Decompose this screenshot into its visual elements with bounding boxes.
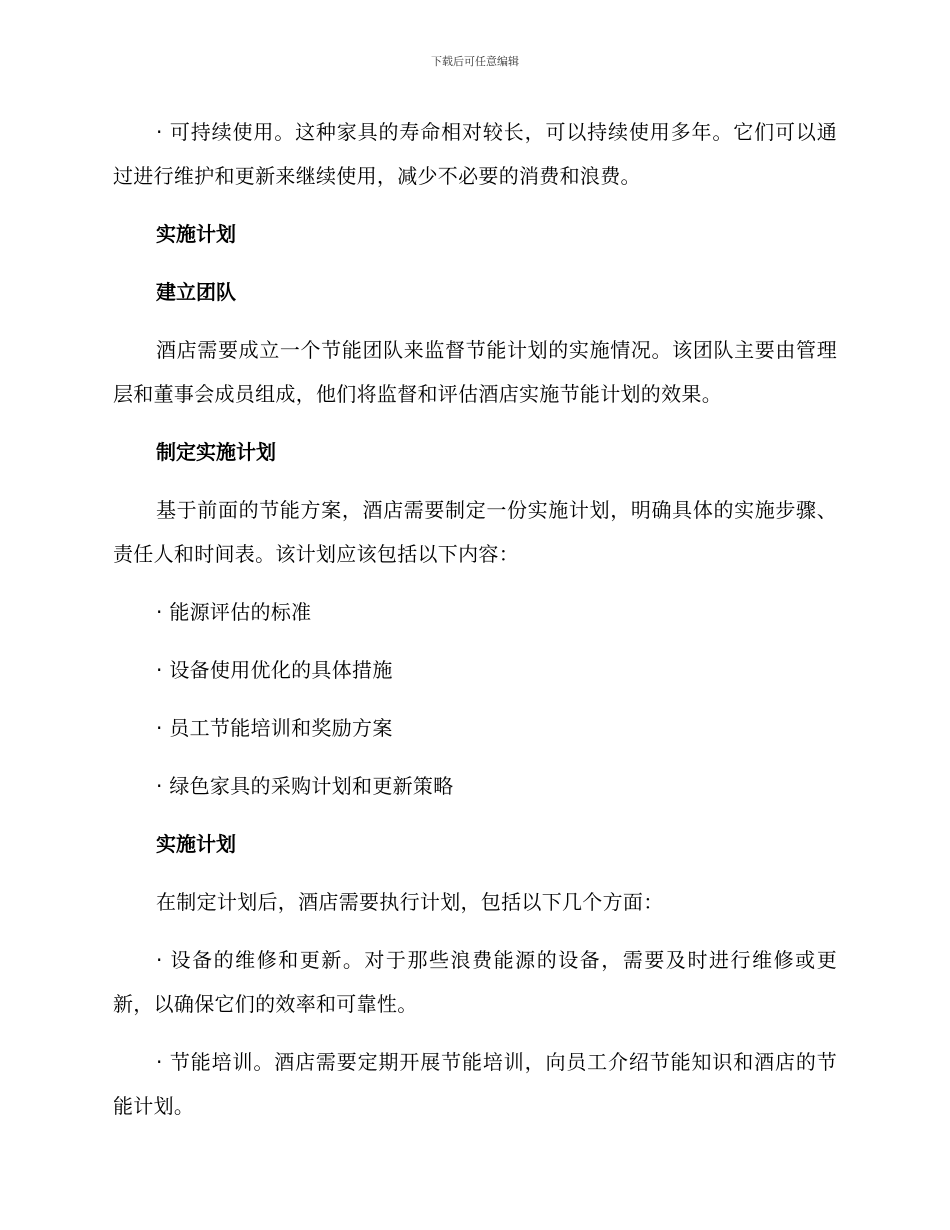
document-body (113, 110, 837, 1128)
paragraph-team: 酒店需要成立一个节能团队来监督节能计划的实施情况。该团队主要由管理层和董事会成员组成，他们将监督和评估酒店实施节能计划的效果。 (113, 338, 837, 406)
list-item-staff-training: · 员工节能培训和奖励方案 (156, 716, 393, 740)
list-item-equipment-optimization: · 设备使用优化的具体措施 (156, 658, 393, 682)
paragraph-energy-training: · 节能培训。酒店需要定期开展节能培训，向员工介绍节能知识和酒店的节能计划。 (113, 1050, 837, 1118)
page-header: 下载后可任意编辑 (431, 55, 519, 68)
paragraph-execution-intro: 在制定计划后，酒店需要执行计划，包括以下几个方面： (156, 890, 664, 914)
heading-implementation-plan-2: 实施计划 (156, 832, 236, 856)
heading-make-plan: 制定实施计划 (156, 440, 276, 464)
paragraph-equipment-maintenance: · 设备的维修和更新。对于那些浪费能源的设备，需要及时进行维修或更新，以确保它们的效率和可靠性。 (113, 948, 837, 1016)
list-item-green-furniture: · 绿色家具的采购计划和更新策略 (156, 774, 454, 798)
list-item-energy-assessment: · 能源评估的标准 (156, 600, 312, 624)
heading-implementation-plan: 实施计划 (156, 222, 236, 246)
paragraph-sustainable-use: · 可持续使用。这种家具的寿命相对较长，可以持续使用多年。它们可以通过进行维护和更新来继续使用，减少不必要的消费和浪费。 (113, 120, 837, 188)
paragraph-plan-intro: 基于前面的节能方案，酒店需要制定一份实施计划，明确具体的实施步骤、责任人和时间表。该计划应该包括以下内容： (113, 498, 837, 566)
heading-build-team: 建立团队 (156, 280, 236, 304)
